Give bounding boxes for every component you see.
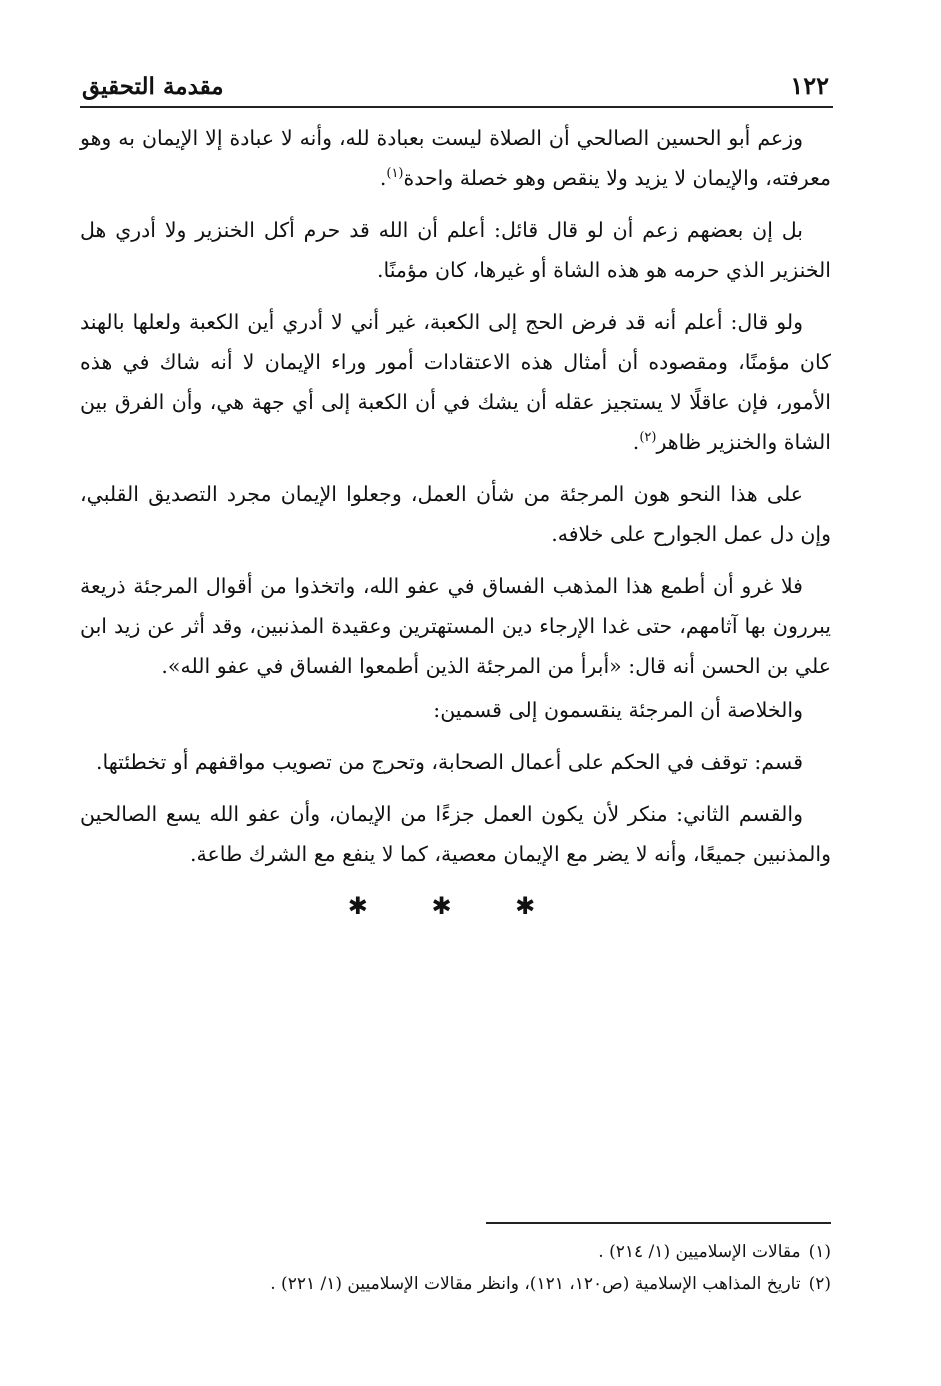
page-header (82, 56, 829, 100)
paragraph-text: ولو قال: أعلم أنه قد فرض الحج إلى الكعبة، غير أني لا أدري أين الكعبة ولعلها بالهند كان مؤمنًا، ومقصوده أن أمثال هذه الاعتقادات أمور وراء الإيمان لا أنه شاك في هذه الأمور، فإن عاقلًا لا يستجيز عقله أن يشك في أن الكعبة إلى أي جهة هي، وأن الفرق بين الشاة والخنزير ظاهر (80, 310, 831, 454)
paragraph (80, 210, 831, 290)
footnote-marker: (٢) (808, 1274, 831, 1294)
page-number: ١٢٢ (790, 71, 829, 100)
footnote-text: مقالات الإسلاميين (١/ ٢١٤) . (598, 1242, 801, 1262)
paragraph-text: وزعم أبو الحسين الصالحي أن الصلاة ليست بعبادة لله، وأنه لا عبادة إلا الإيمان به وهو معرفته، والإيمان لا يزيد ولا ينقص وهو خصلة واحدة (80, 126, 831, 190)
paragraph-text: فلا غرو أن أطمع هذا المذهب الفساق في عفو الله، واتخذوا من أقوال المرجئة ذريعة يبررون بها آثامهم، حتى غدا الإرجاء دين المستهترين وعقيدة المذنبين، وقد أثر عن زيد ابن علي بن الحسن أنه قال: «أبرأ من المرجئة الذين أطمعوا الفساق في عفو الله». (80, 574, 831, 678)
paragraph-text: والخلاصة أن المرجئة ينقسمون إلى قسمين: (433, 698, 803, 722)
paragraph-text: بل إن بعضهم زعم أن لو قال قائل: أعلم أن الله قد حرم أكل الخنزير ولا أدري هل الخنزير الذي حرمه هو هذه الشاة أو غيرها، كان مؤمنًا. (80, 218, 831, 282)
header-rule (80, 106, 833, 108)
paragraph-text: على هذا النحو هون المرجئة من شأن العمل، وجعلوا الإيمان مجرد التصديق القلبي، وإن دل عمل الجوارح على خلافه. (80, 482, 831, 546)
paragraph (80, 690, 831, 730)
paragraph (80, 118, 831, 198)
section-separator: ✱ ✱ ✱ (347, 892, 564, 920)
paragraph (80, 474, 831, 554)
running-title: مقدمة التحقيق (82, 73, 224, 100)
footnotes (80, 1236, 831, 1300)
paragraph-tail: . (379, 166, 387, 190)
main-text (80, 118, 831, 926)
footnote-rule (486, 1222, 831, 1224)
paragraph (80, 742, 831, 782)
footnote-text: تاريخ المذاهب الإسلامية (ص١٢٠، ١٢١)، وانظر مقالات الإسلاميين (١/ ٢٢١) . (270, 1274, 801, 1294)
paragraph (80, 794, 831, 874)
paragraph-text: قسم: توقف في الحكم على أعمال الصحابة، وتحرج من تصويب مواقفهم أو تخطئتها. (95, 750, 803, 774)
footnote-marker: (١) (808, 1242, 831, 1262)
footnote (80, 1236, 831, 1268)
paragraph-tail: . (632, 430, 640, 454)
footnote-ref: (٢) (639, 430, 657, 446)
paragraph (80, 302, 831, 462)
paragraph (80, 566, 831, 686)
footnote (80, 1268, 831, 1300)
footnote-ref: (١) (386, 166, 404, 182)
paragraph-text: والقسم الثاني: منكر لأن يكون العمل جزءًا من الإيمان، وأن عفو الله يسع الصالحين والمذنبين جميعًا، وأنه لا يضر مع الإيمان معصية، كما لا ينفع مع الشرك طاعة. (80, 802, 831, 866)
